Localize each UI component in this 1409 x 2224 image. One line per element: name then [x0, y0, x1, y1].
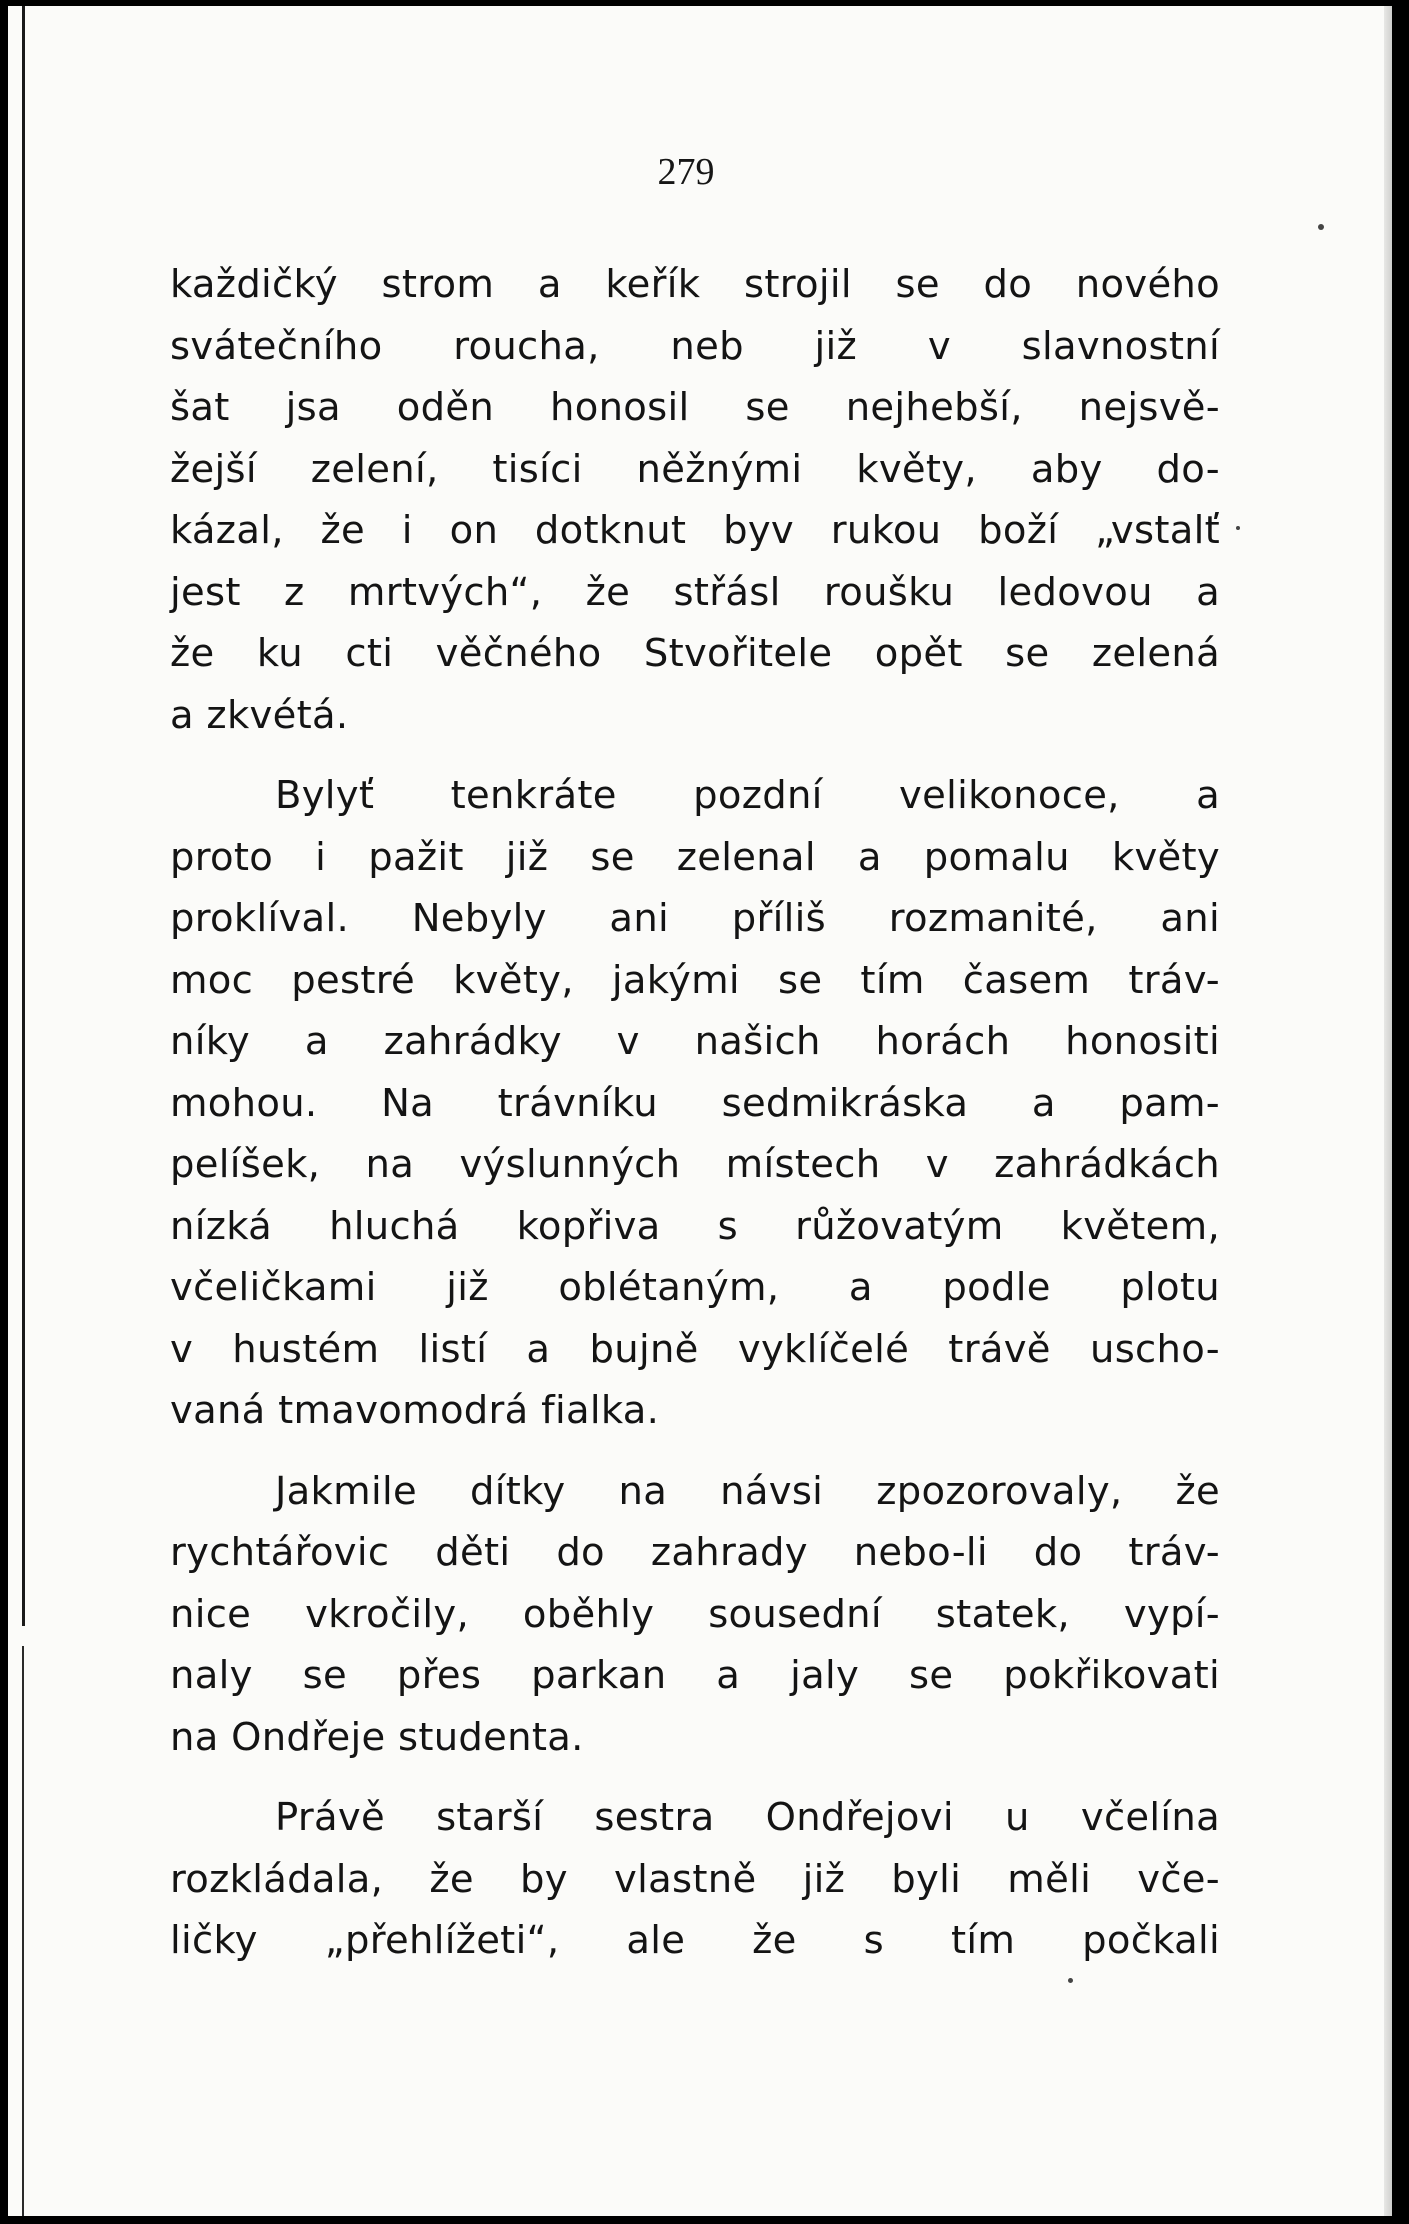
text-line: šat jsa oděn honosil se nejhebší, nejsvě-	[170, 385, 1220, 430]
text-line: kázal, že i on dotknut byv rukou boží „vstalť	[170, 508, 1220, 553]
text-line: pelíšek, na výslunných místech v zahrádkách	[170, 1142, 1220, 1187]
text-line: nice vkročily, oběhly sousední statek, vypí-	[170, 1591, 1220, 1637]
text-line: rychtářovic děti do zahrady nebo-li do tráv-	[170, 1530, 1220, 1575]
binding-edge-line-lower	[22, 1646, 24, 2216]
paragraph-4	[170, 1787, 1220, 1972]
paper-speck	[1236, 526, 1240, 530]
text-line: a zkvétá.	[170, 692, 349, 738]
text-line: ličky „přehlížeti“, ale že s tím počkali	[170, 1918, 1220, 1963]
text-line: v hustém listí a bujně vyklíčelé trávě uscho-	[170, 1326, 1220, 1372]
paragraph-gap	[170, 746, 1220, 765]
paragraph-gap	[170, 1442, 1220, 1461]
paper-speck	[1068, 1978, 1073, 1983]
text-line: včeličkami již oblétaným, a podle plotu	[170, 1265, 1220, 1310]
text-line: mohou. Na trávníku sedmikráska a pam-	[170, 1080, 1220, 1126]
text-line: naly se přes parkan a jaly se pokřikovati	[170, 1653, 1220, 1698]
text-line: žejší zelení, tisíci něžnými květy, aby do-	[170, 446, 1220, 492]
text-line: proto i pažit již se zelenal a pomalu květy	[170, 834, 1220, 880]
text-line: Bylyť tenkráte pozdní velikonoce, a	[275, 773, 1220, 818]
text-line: Jakmile dítky na návsi zpozorovaly, že	[275, 1468, 1220, 1514]
paper-speck	[1318, 224, 1324, 230]
text-line: nízká hluchá kopřiva s růžovatým květem,	[170, 1203, 1220, 1249]
text-line: každičký strom a keřík strojil se do nového	[170, 262, 1220, 307]
text-line: svátečního roucha, neb již v slavnostní	[170, 323, 1220, 369]
paragraph-2	[170, 765, 1220, 1442]
text-line: níky a zahrádky v našich horách honositi	[170, 1019, 1220, 1064]
text-line: vaná tmavomodrá fialka.	[170, 1388, 660, 1433]
text-line: proklíval. Nebyly ani příliš rozmanité, ani	[170, 896, 1220, 941]
page-number: 279	[657, 151, 715, 193]
text-line: Právě starší sestra Ondřejovi u včelína	[275, 1795, 1220, 1840]
paragraph-1	[170, 254, 1220, 746]
book-page	[8, 6, 1392, 2216]
paragraph-gap	[170, 1768, 1220, 1787]
text-line: jest z mrtvých“, že střásl roušku ledovou a	[170, 569, 1220, 615]
text-line: rozkládala, že by vlastně již byli měli vče-	[170, 1856, 1220, 1902]
text-line: že ku cti věčného Stvořitele opět se zelená	[170, 631, 1220, 676]
page-edge-shadow	[1384, 6, 1392, 2216]
binding-edge-line	[22, 6, 25, 1626]
body-text	[170, 254, 1220, 1972]
paragraph-3	[170, 1461, 1220, 1769]
text-line: na Ondřeje studenta.	[170, 1714, 584, 1760]
text-line: moc pestré květy, jakými se tím časem tráv-	[170, 957, 1220, 1003]
